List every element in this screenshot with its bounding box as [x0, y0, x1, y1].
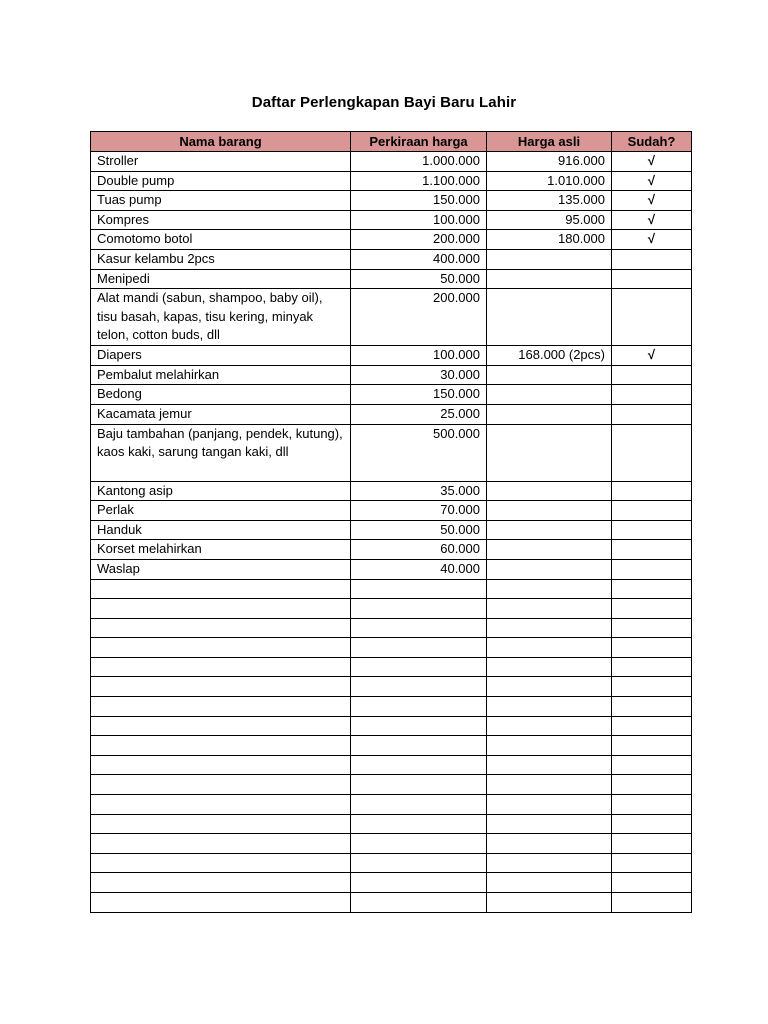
empty-cell: [91, 873, 351, 893]
table-row: [91, 501, 692, 521]
empty-cell: [351, 775, 487, 795]
empty-cell: [612, 599, 692, 619]
empty-cell: [91, 716, 351, 736]
empty-cell: [91, 736, 351, 756]
done-checkmark: [612, 269, 692, 289]
empty-row: [91, 814, 692, 834]
done-checkmark: [612, 249, 692, 269]
actual-cell: [487, 404, 612, 424]
actual-cell: [487, 365, 612, 385]
empty-cell: [612, 853, 692, 873]
empty-cell: [351, 716, 487, 736]
estimate-cell: 100.000: [351, 210, 487, 230]
table-row: [91, 540, 692, 560]
actual-cell: [487, 385, 612, 405]
empty-row: [91, 579, 692, 599]
table-row: [91, 365, 692, 385]
done-checkmark: [612, 481, 692, 501]
empty-cell: [91, 657, 351, 677]
empty-cell: [487, 579, 612, 599]
table-row: [91, 249, 692, 269]
header-item-name: Nama barang: [91, 132, 351, 152]
empty-cell: [351, 873, 487, 893]
empty-row: [91, 873, 692, 893]
empty-cell: [351, 677, 487, 697]
empty-cell: [487, 716, 612, 736]
empty-cell: [487, 638, 612, 658]
table-row: [91, 152, 692, 172]
estimate-cell: 70.000: [351, 501, 487, 521]
empty-cell: [612, 579, 692, 599]
empty-row: [91, 618, 692, 638]
actual-cell: [487, 540, 612, 560]
estimate-cell: 1.000.000: [351, 152, 487, 172]
estimate-cell: 500.000: [351, 424, 487, 481]
table-row: [91, 289, 692, 346]
item-name-cell: Kacamata jemur: [91, 404, 351, 424]
done-checkmark: [612, 404, 692, 424]
empty-cell: [487, 697, 612, 717]
item-name-cell: Alat mandi (sabun, shampoo, baby oil), tisu basah, kapas, tisu kering, minyak telon, cotton buds, dll: [91, 289, 351, 346]
empty-cell: [91, 638, 351, 658]
table-row: [91, 191, 692, 211]
empty-cell: [612, 736, 692, 756]
estimate-cell: 50.000: [351, 269, 487, 289]
empty-cell: [487, 677, 612, 697]
done-checkmark: [612, 289, 692, 346]
item-name-cell: Waslap: [91, 559, 351, 579]
table-row: [91, 230, 692, 250]
empty-cell: [351, 834, 487, 854]
actual-cell: [487, 249, 612, 269]
estimate-cell: 1.100.000: [351, 171, 487, 191]
empty-cell: [351, 736, 487, 756]
empty-cell: [612, 716, 692, 736]
item-name-cell: Double pump: [91, 171, 351, 191]
empty-cell: [351, 579, 487, 599]
empty-cell: [351, 697, 487, 717]
done-checkmark: [612, 501, 692, 521]
actual-cell: [487, 520, 612, 540]
empty-row: [91, 697, 692, 717]
table-row: [91, 210, 692, 230]
table-row: [91, 346, 692, 366]
empty-cell: [487, 795, 612, 815]
done-checkmark: √: [612, 152, 692, 172]
empty-cell: [91, 618, 351, 638]
table-row: [91, 269, 692, 289]
empty-cell: [351, 893, 487, 913]
empty-cell: [91, 697, 351, 717]
empty-cell: [487, 775, 612, 795]
empty-cell: [91, 834, 351, 854]
actual-cell: [487, 501, 612, 521]
empty-cell: [351, 795, 487, 815]
actual-cell: 95.000: [487, 210, 612, 230]
empty-cell: [91, 677, 351, 697]
item-name-cell: Handuk: [91, 520, 351, 540]
estimate-cell: 40.000: [351, 559, 487, 579]
empty-row: [91, 599, 692, 619]
header-actual-price: Harga asli: [487, 132, 612, 152]
empty-row: [91, 638, 692, 658]
estimate-cell: 60.000: [351, 540, 487, 560]
empty-cell: [487, 755, 612, 775]
estimate-cell: 35.000: [351, 481, 487, 501]
empty-cell: [351, 657, 487, 677]
done-checkmark: √: [612, 191, 692, 211]
empty-cell: [612, 657, 692, 677]
actual-cell: 180.000: [487, 230, 612, 250]
empty-cell: [91, 853, 351, 873]
item-name-cell: Stroller: [91, 152, 351, 172]
empty-row: [91, 853, 692, 873]
empty-cell: [487, 599, 612, 619]
empty-row: [91, 736, 692, 756]
actual-cell: [487, 424, 612, 481]
header-estimated-price: Perkiraan harga: [351, 132, 487, 152]
item-name-cell: Perlak: [91, 501, 351, 521]
estimate-cell: 200.000: [351, 289, 487, 346]
actual-cell: [487, 269, 612, 289]
empty-cell: [351, 599, 487, 619]
done-checkmark: √: [612, 346, 692, 366]
estimate-cell: 25.000: [351, 404, 487, 424]
empty-row: [91, 893, 692, 913]
empty-cell: [487, 618, 612, 638]
table-header-row: [91, 132, 692, 152]
estimate-cell: 50.000: [351, 520, 487, 540]
actual-cell: [487, 289, 612, 346]
actual-cell: [487, 481, 612, 501]
empty-cell: [91, 755, 351, 775]
empty-cell: [487, 736, 612, 756]
estimate-cell: 30.000: [351, 365, 487, 385]
empty-cell: [91, 599, 351, 619]
empty-row: [91, 834, 692, 854]
empty-cell: [612, 814, 692, 834]
empty-cell: [487, 834, 612, 854]
done-checkmark: [612, 385, 692, 405]
table-row: [91, 171, 692, 191]
empty-cell: [91, 775, 351, 795]
table-body: [91, 152, 692, 913]
done-checkmark: [612, 540, 692, 560]
empty-cell: [612, 677, 692, 697]
item-name-cell: Baju tambahan (panjang, pendek, kutung), kaos kaki, sarung tangan kaki, dll: [91, 424, 351, 481]
empty-cell: [91, 893, 351, 913]
empty-cell: [487, 814, 612, 834]
actual-cell: 168.000 (2pcs): [487, 346, 612, 366]
empty-cell: [487, 873, 612, 893]
estimate-cell: 200.000: [351, 230, 487, 250]
done-checkmark: [612, 424, 692, 481]
table-row: [91, 520, 692, 540]
header-done: Sudah?: [612, 132, 692, 152]
empty-cell: [351, 755, 487, 775]
item-name-cell: Comotomo botol: [91, 230, 351, 250]
item-name-cell: Kompres: [91, 210, 351, 230]
empty-cell: [612, 697, 692, 717]
actual-cell: [487, 559, 612, 579]
empty-cell: [612, 775, 692, 795]
empty-cell: [612, 795, 692, 815]
done-checkmark: √: [612, 230, 692, 250]
estimate-cell: 100.000: [351, 346, 487, 366]
actual-cell: 1.010.000: [487, 171, 612, 191]
done-checkmark: [612, 520, 692, 540]
table-row: [91, 481, 692, 501]
empty-row: [91, 755, 692, 775]
item-name-cell: Kasur kelambu 2pcs: [91, 249, 351, 269]
table-row: [91, 385, 692, 405]
actual-cell: 916.000: [487, 152, 612, 172]
empty-cell: [351, 853, 487, 873]
done-checkmark: √: [612, 171, 692, 191]
actual-cell: 135.000: [487, 191, 612, 211]
table-row: [91, 404, 692, 424]
empty-cell: [487, 657, 612, 677]
table-row: [91, 559, 692, 579]
empty-row: [91, 657, 692, 677]
empty-cell: [612, 873, 692, 893]
done-checkmark: [612, 365, 692, 385]
done-checkmark: [612, 559, 692, 579]
empty-cell: [91, 795, 351, 815]
empty-cell: [612, 834, 692, 854]
item-name-cell: Tuas pump: [91, 191, 351, 211]
empty-row: [91, 795, 692, 815]
done-checkmark: √: [612, 210, 692, 230]
estimate-cell: 150.000: [351, 191, 487, 211]
empty-cell: [351, 638, 487, 658]
empty-cell: [487, 853, 612, 873]
page-title: Daftar Perlengkapan Bayi Baru Lahir: [251, 94, 517, 111]
item-name-cell: Kantong asip: [91, 481, 351, 501]
empty-cell: [91, 579, 351, 599]
empty-cell: [487, 893, 612, 913]
item-name-cell: Pembalut melahirkan: [91, 365, 351, 385]
table-row: [91, 424, 692, 481]
empty-cell: [612, 638, 692, 658]
empty-row: [91, 677, 692, 697]
items-table: [90, 131, 692, 913]
estimate-cell: 400.000: [351, 249, 487, 269]
empty-cell: [351, 618, 487, 638]
item-name-cell: Menipedi: [91, 269, 351, 289]
empty-cell: [351, 814, 487, 834]
item-name-cell: Bedong: [91, 385, 351, 405]
item-name-cell: Diapers: [91, 346, 351, 366]
empty-row: [91, 716, 692, 736]
estimate-cell: 150.000: [351, 385, 487, 405]
empty-cell: [612, 618, 692, 638]
item-name-cell: Korset melahirkan: [91, 540, 351, 560]
empty-row: [91, 775, 692, 795]
empty-cell: [612, 755, 692, 775]
empty-cell: [91, 814, 351, 834]
empty-cell: [612, 893, 692, 913]
